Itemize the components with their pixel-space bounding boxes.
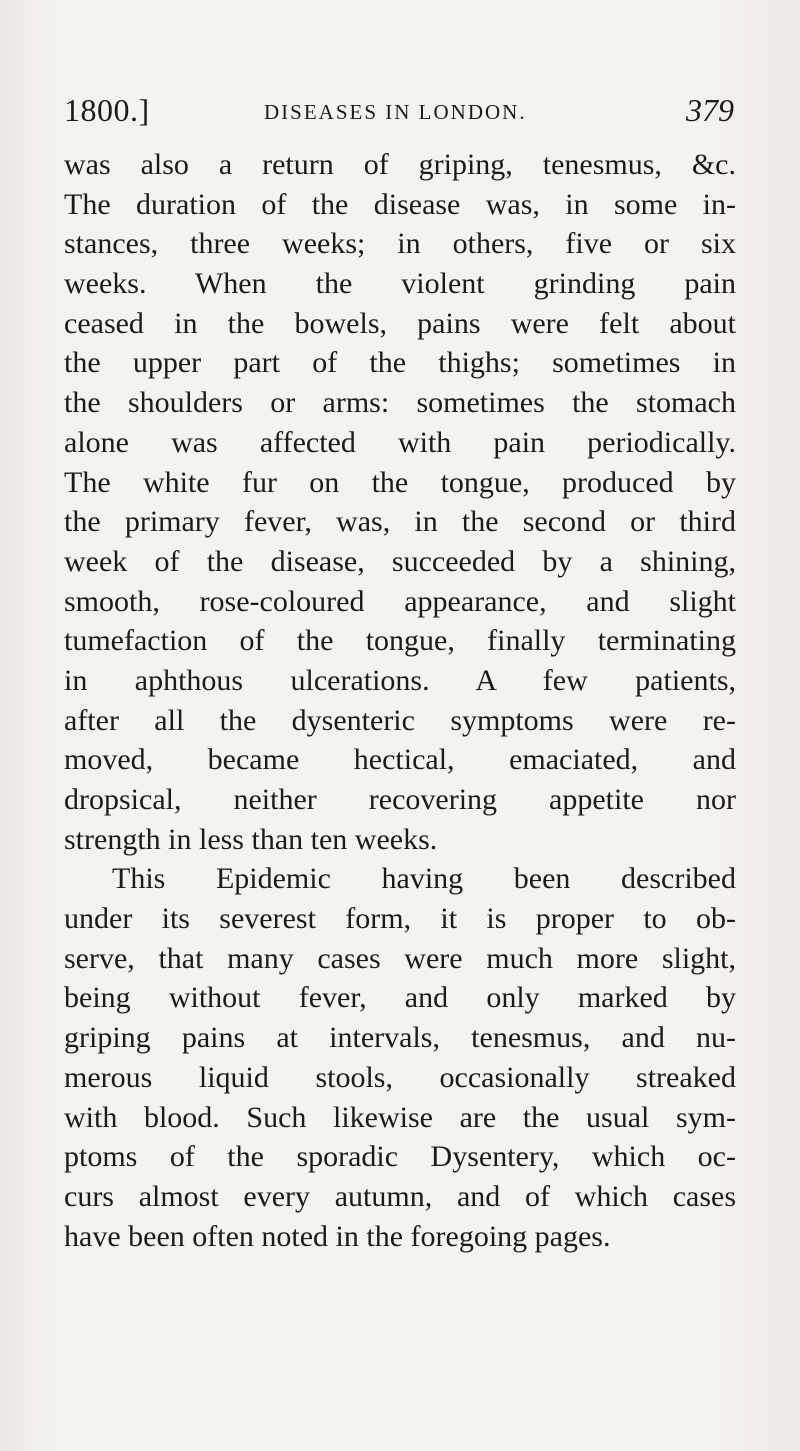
text-line: in aphthous ulcerations. A few patients, <box>64 663 736 697</box>
running-head-year: 1800.] <box>64 92 150 128</box>
text-line: under its severest form, it is proper to ob- <box>64 902 736 936</box>
text-line: stances, three weeks; in others, five or six <box>64 227 736 261</box>
text-line: moved, became hectical, emaciated, and <box>64 743 736 777</box>
text-line: the shoulders or arms: sometimes the stomach <box>64 386 736 420</box>
text-line: griping pains at intervals, tenesmus, and nu- <box>64 1021 736 1055</box>
text-line: the primary fever, was, in the second or third <box>64 505 736 539</box>
running-head-title: DISEASES IN LONDON. <box>264 100 527 124</box>
text-line: the upper part of the thighs; sometimes in <box>64 346 736 380</box>
text-line: curs almost every autumn, and of which cases <box>64 1179 736 1213</box>
text-line: The white fur on the tongue, produced by <box>64 465 736 499</box>
text-line: being without fever, and only marked by <box>64 981 736 1015</box>
text-line: smooth, rose-coloured appearance, and slight <box>64 584 736 618</box>
text-line: dropsical, neither recovering appetite nor <box>64 783 736 816</box>
text-line: serve, that many cases were much more slight, <box>64 941 736 975</box>
text-line: weeks. When the violent grinding pain <box>64 267 736 301</box>
text-line: have been often noted in the foregoing pages. <box>64 1219 611 1253</box>
text-line: after all the dysenteric symptoms were re- <box>64 703 736 737</box>
page-number: 379 <box>686 92 734 128</box>
text-line: was also a return of griping, tenesmus, &c. <box>64 148 736 181</box>
text-line: strength in less than ten weeks. <box>64 822 438 856</box>
text-line: week of the disease, succeeded by a shining, <box>64 544 736 578</box>
text-line: ptoms of the sporadic Dysentery, which oc- <box>64 1140 736 1174</box>
text-line: ceased in the bowels, pains were felt about <box>64 306 736 340</box>
text-line: The duration of the disease was, in some in- <box>64 187 736 221</box>
text-line: with blood. Such likewise are the usual sym- <box>64 1100 736 1134</box>
text-line: merous liquid stools, occasionally streaked <box>64 1060 736 1094</box>
body-text <box>64 145 736 1256</box>
text-line: tumefaction of the tongue, finally terminating <box>64 624 736 658</box>
running-head <box>64 92 734 132</box>
text-line: This Epidemic having been described <box>112 862 736 896</box>
text-line: alone was affected with pain periodically. <box>64 425 736 459</box>
